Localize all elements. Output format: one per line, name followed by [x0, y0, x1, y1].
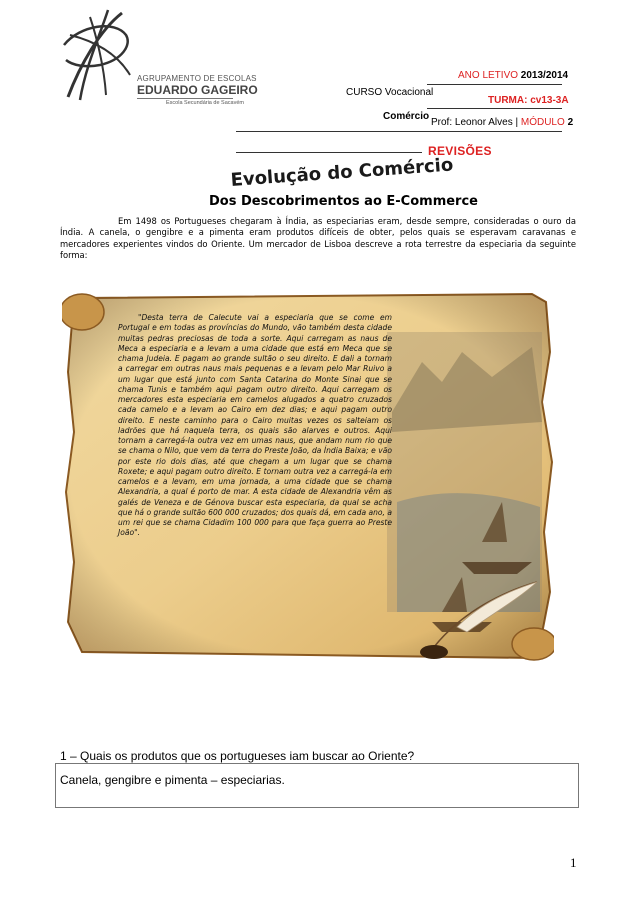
card-subtitle: Dos Descobrimentos ao E-Commerce: [209, 194, 478, 209]
answer-1: Canela, gengibre e pimenta – especiarias.: [60, 773, 285, 787]
card-title: Evolução do Comércio: [230, 154, 454, 191]
prof-modulo: Prof: Leonor Alves | MÓDULO 2: [431, 117, 574, 128]
revisoes-heading: REVISÕES: [428, 144, 492, 158]
school-name-line3: Escola Secundária de Sacavém: [166, 100, 244, 106]
question-1: 1 – Quais os produtos que os portugueses iam buscar ao Oriente?: [60, 749, 415, 763]
intro-paragraph: Em 1498 os Portugueses chegaram à Índia, as especiarias eram, desde sempre, consideradas o ouro da Índia. A canela, o gengibre e a pimenta eram produtos difíceis de obter, pelos quais se esperavam caravanas e mercadores experientes vindos do Oriente. Um mercador de Lisboa descreve a rota terrestre da especiaria da seguinte forma:: [60, 216, 576, 260]
ano-letivo: ANO LETIVO 2013/2014: [458, 70, 569, 81]
turma-label: TURMA: cv13-3A: [488, 95, 569, 106]
disciplina-label: Comércio: [383, 111, 430, 122]
page-number: 1: [570, 855, 577, 870]
curso-label: CURSO Vocacional: [346, 87, 434, 98]
merchant-quote: "Desta terra de Calecute vai a especiaria que se come em Portugal e em todas as províncias do Mundo, vão também desta cidade muitas pedras preciosas de toda a sorte. Aqui carregam as naus de Meca a especiaria e a levam a uma cidade que está em Meca que se chama Judeia. E pagam ao grande sultão o seu direito. E dali a tornam a carregar em outras naus mais pequenas e a levam pelo Mar Ruivo a um lugar que está junto com Santa Catarina do Monte Sinai que se chama Tunis e também aqui pagam outro direito. Aqui carregam os mercadores esta especiaria em camelos alugados a quatro cruzados cada camelo e a levam ao Cairo em dez dias; e aqui pagam outro direito. E neste caminho para o Cairo muitas vezes os salteiam os ladrões que há naquela terra, os quais são alarves e outros. Aqui tornam a carregá-la outra vez em umas naus, que andam num rio que se chama o Nilo, que vem da terra do Preste João, da Índia Baixa; e vão por este rio dois dias, até que chegam a um lugar que se chama Roxete; e aqui pagam outro direito. E tornam outra vez a carregá-la em camelos e a levam, em uma jornada, a uma cidade que se chama Alexandria, a qual é porto de mar. A esta cidade de Alexandria vêm as galés de Veneza e de Génova buscar esta especiaria, da qual se acha que há o grande sultão 600 000 cruzados; dos quais dá, em cada ano, a um rei que se chama Cidadim 100 000 para que faça guerra ao Preste João".: [118, 313, 392, 538]
school-name-line1: AGRUPAMENTO DE ESCOLAS: [137, 74, 257, 83]
school-logo-icon: [60, 5, 140, 105]
school-name-line2: EDUARDO GAGEIRO: [137, 83, 258, 97]
